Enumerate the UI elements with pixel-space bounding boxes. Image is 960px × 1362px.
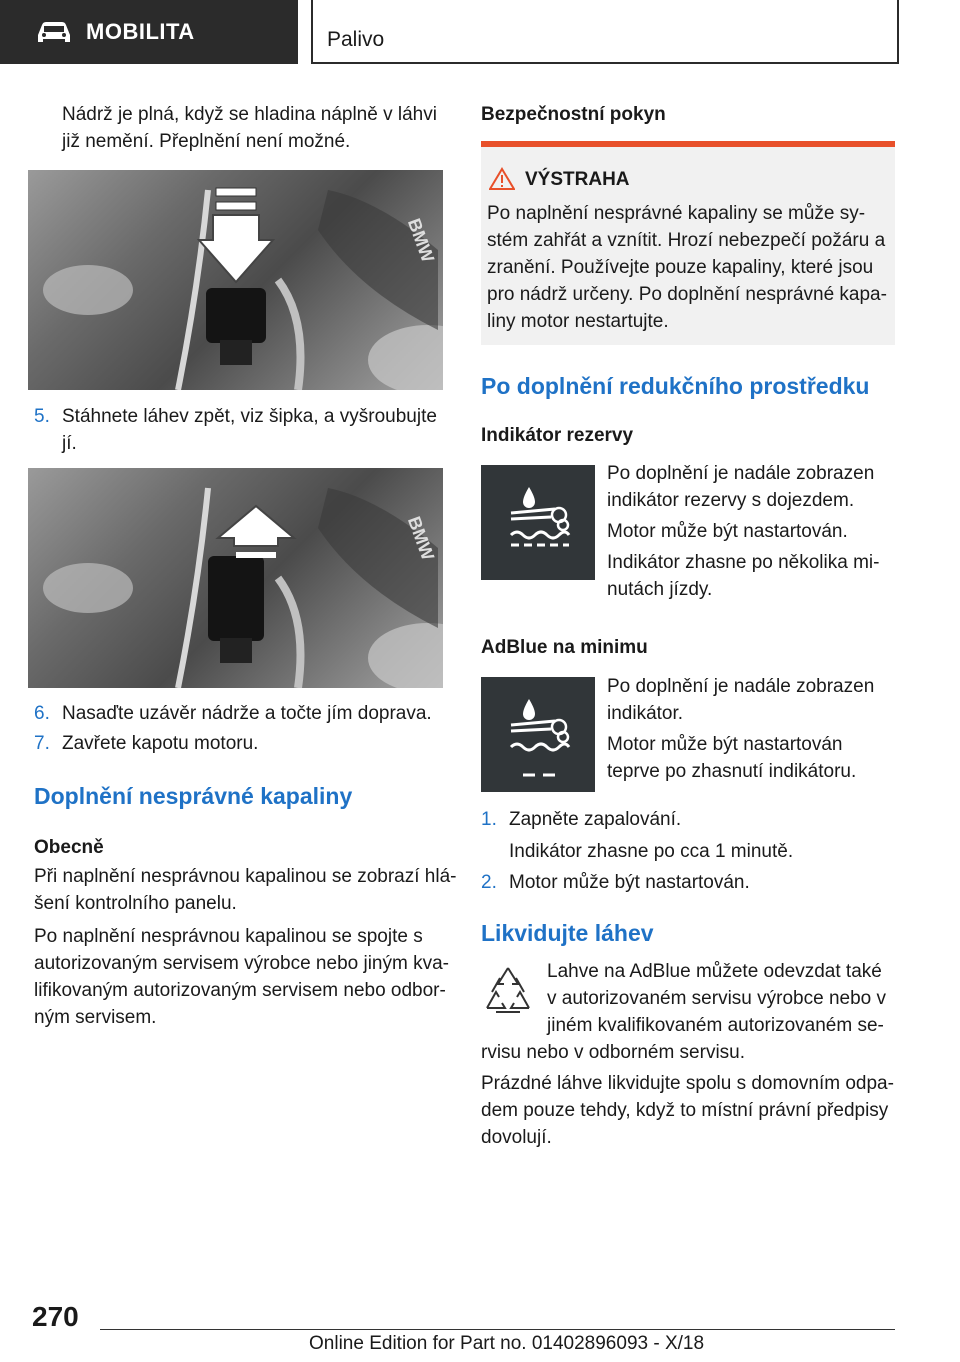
step-5-cont: jí. <box>62 433 77 454</box>
step-text: Zapněte zapalování. <box>509 809 682 830</box>
footer-rule <box>100 1329 895 1330</box>
step-5 <box>34 403 437 430</box>
heading-after-refill: Po doplnění redukčního prostředku <box>481 373 870 399</box>
step-text: Stáhnete láhev zpět, viz šipka, a vyšroubujte <box>62 406 437 427</box>
reserve-line-4: Indikátor zhasne po několika mi- <box>607 552 880 573</box>
minimum-line-3: Motor může být nastartován <box>607 734 843 755</box>
adblue-minimum-icon <box>481 677 595 792</box>
intro-line-2: již nemění. Přeplnění není možné. <box>62 131 351 152</box>
heading-wrong-fluid: Doplnění nesprávné kapaliny <box>34 783 353 809</box>
step-1 <box>481 806 681 833</box>
dispose-para-line-2: dem pouze tehdy, když to místní právní předpisy <box>481 1100 889 1121</box>
step-number: 6. <box>34 703 50 724</box>
para2-line-3: lifikovaným autorizovaným servisem nebo odbor- <box>34 980 446 1001</box>
dispose-line-1: Lahve na AdBlue můžete odevzdat také <box>547 961 882 982</box>
warning-line-5: liny motor nestartujte. <box>487 311 669 332</box>
step-text: Nasaďte uzávěr nádrže a točte jím doprava. <box>62 703 432 724</box>
reserve-line-5: nutách jízdy. <box>607 579 713 600</box>
intro-line-1: Nádrž je plná, když se hladina náplně v láhvi <box>62 104 437 125</box>
step-text: Motor může být nastartován. <box>509 872 750 893</box>
reserve-title: Indikátor rezervy <box>481 425 634 446</box>
step-number: 2. <box>481 872 497 893</box>
page-number: 270 <box>32 1301 79 1332</box>
warning-triangle-icon <box>489 167 515 191</box>
recycle-icon <box>481 964 535 1018</box>
warning-title: VÝSTRAHA <box>525 169 630 190</box>
footer-edition: Online Edition for Part no. 01402896093 - X/18 <box>309 1333 705 1354</box>
dispose-line-3: jiném kvalifikovaném autorizovaném se- <box>547 1015 884 1036</box>
car-icon <box>34 19 74 45</box>
bmw-engine-label: BMW <box>403 215 439 265</box>
step-number: 1. <box>481 809 497 830</box>
reserve-line-1: Po doplnění je nadále zobrazen <box>607 463 875 484</box>
warning-line-2: stém zahřát a vznítit. Hrozí nebezpečí požáru a <box>487 230 886 251</box>
warning-line-4: pro nádrž určeny. Po doplnění nesprávné kapa- <box>487 284 887 305</box>
step-6 <box>34 700 432 727</box>
warning-bar <box>481 141 895 147</box>
dispose-para-line-3: dovolují. <box>481 1127 552 1148</box>
minimum-indicator-image <box>481 677 595 792</box>
step-2 <box>481 869 750 896</box>
section-title: MOBILITA <box>86 19 195 44</box>
heading-dispose: Likvidujte láhev <box>481 920 654 946</box>
para2-line-1: Po naplnění nesprávnou kapalinou se spojte s <box>34 926 423 947</box>
para2-line-4: ným servisem. <box>34 1007 157 1028</box>
step-number: 5. <box>34 406 50 427</box>
step-1-sub: Indikátor zhasne po cca 1 minutě. <box>509 841 794 862</box>
safety-title: Bezpečnostní pokyn <box>481 104 666 125</box>
minimum-title: AdBlue na minimu <box>481 637 648 658</box>
chapter-tab[interactable] <box>311 0 899 64</box>
subheading-general: Obecně <box>34 837 104 858</box>
adblue-reserve-icon <box>481 465 595 580</box>
engine-illustration <box>28 170 443 390</box>
reserve-line-2: indikátor rezervy s dojezdem. <box>607 490 855 511</box>
engine-illustration <box>28 468 443 688</box>
engine-photo-remove <box>28 468 443 688</box>
para1-line-2: šení kontrolního panelu. <box>34 893 237 914</box>
minimum-line-4: teprve po zhasnutí indikátoru. <box>607 761 857 782</box>
reserve-line-3: Motor může být nastartován. <box>607 521 848 542</box>
warning-line-3: zranění. Používejte pouze kapaliny, které jsou <box>487 257 874 278</box>
step-number: 7. <box>34 733 50 754</box>
reserve-indicator-image <box>481 465 595 580</box>
warning-line-1: Po naplnění nesprávné kapaliny se může sy- <box>487 203 866 224</box>
dispose-line-4: rvisu nebo v odborném servisu. <box>481 1042 746 1063</box>
para2-line-2: autorizovaným servisem výrobce nebo jiným kva- <box>34 953 449 974</box>
section-tab[interactable] <box>0 0 298 64</box>
minimum-line-2: indikátor. <box>607 703 684 724</box>
step-7 <box>34 730 258 757</box>
engine-photo-insert <box>28 170 443 390</box>
dispose-para-line-1: Prázdné láhve likvidujte spolu s domovním odpa- <box>481 1073 894 1094</box>
step-text: Zavřete kapotu motoru. <box>62 733 259 754</box>
warning-box <box>481 141 895 345</box>
dispose-line-2: v autorizovaném servisu výrobce nebo v <box>547 988 886 1009</box>
bmw-engine-label: BMW <box>403 513 439 563</box>
minimum-line-1: Po doplnění je nadále zobrazen <box>607 676 875 697</box>
chapter-title: Palivo <box>327 28 385 51</box>
para1-line-1: Při naplnění nesprávnou kapalinou se zobrazí hlá- <box>34 866 457 887</box>
